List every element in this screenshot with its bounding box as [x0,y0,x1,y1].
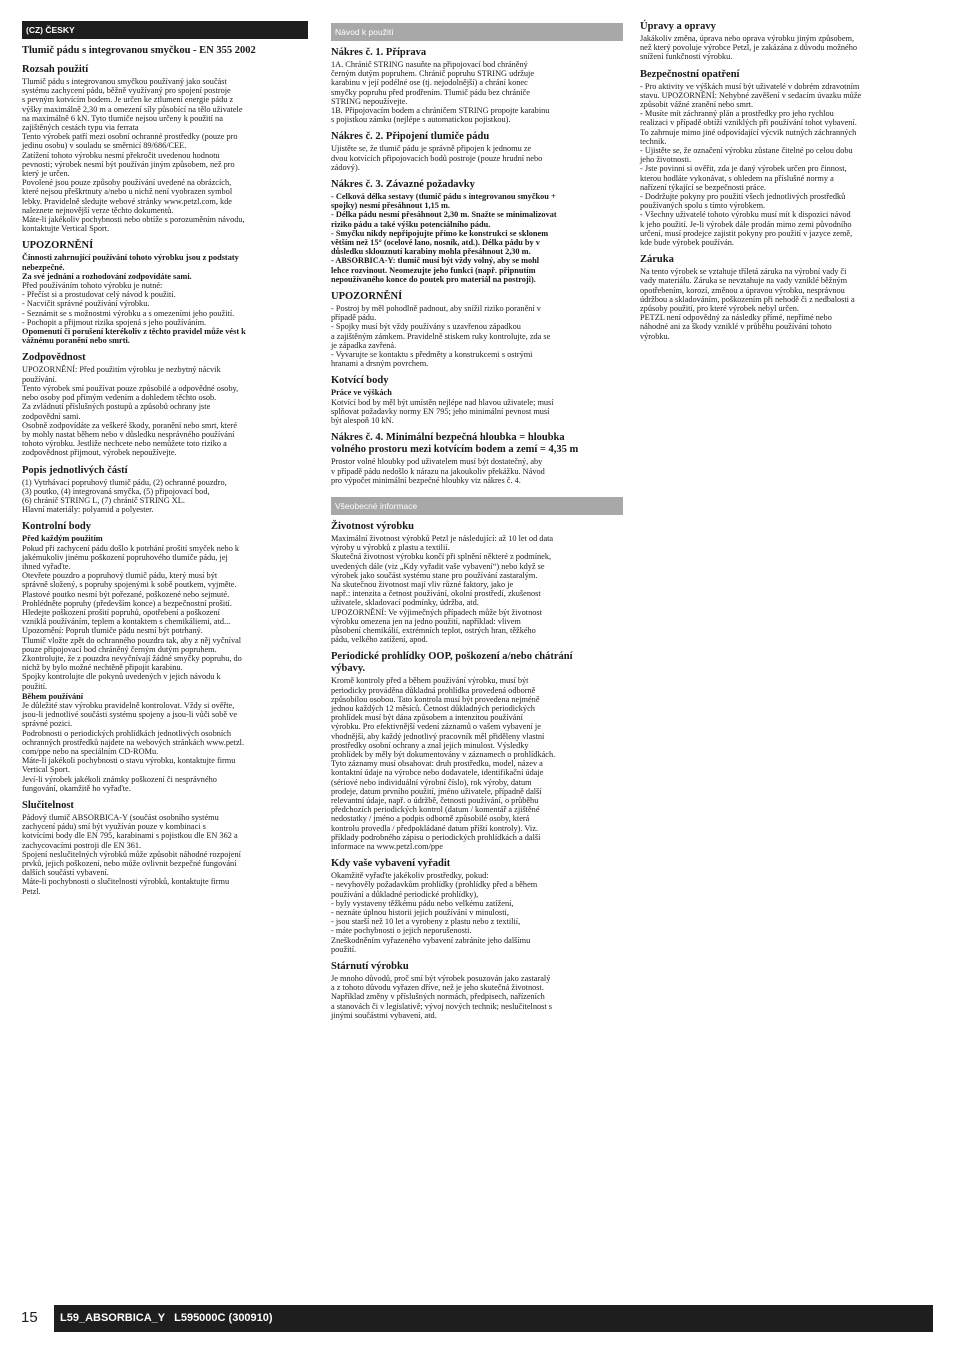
zaruka-heading: Záruka [640,254,674,266]
kontrolni-heading: Kontrolní body [22,521,91,533]
starnuti-heading: Stárnutí výrobku [331,961,409,973]
periodicke-heading: Periodické prohlídky OOP, poškození a/nebo chátrání výbavy. [331,651,573,675]
nakres2-heading: Nákres č. 2. Připojení tlumiče pádu [331,131,490,143]
column-3 [640,21,930,341]
bezpecnostni-text: - Pro aktivity ve výškách musí být uživatelé v dobrém zdravotním stavu. UPOZORNĚNÍ: Nehybné zavěšení v sedacím úvazku může způsobit vážné zranění nebo smrt. - Musíte mít záchranný plán a prostředky pro jeho rychlou realizaci v případě obtíží vzniklých při používání tohot vybavení. To zahrnuje mimo jiné odpovídající výcvik nutných záchranných technik. - Ujistěte se, že označení výrobku zůstane čitelné po celou dobu jeho životnosti. - Jste povinni si ověřit, zda je daný výrobek určen pro činnost, kterou hodláte vykonávat, s ohledem na příslušné normy a nařízení týkající se bezpečnosti práce. - Dodržujte pokyny pro použití všech jednotlivých prostředků používaných spolu s tímto výrobkem. - Všechny uživatelé tohoto výrobku musí mít k dispozici návod k jeho použití. Je-li výrobek dále prodán mimo zemi původního určení, musí prodejce zajistit pokyny pro použití v jazyce země, kde bude výrobek používán. [640,81,862,248]
document-title: Tlumič pádu s integrovanou smyčkou - EN 355 2002 [22,45,256,56]
upozorneni-text: Před používáním tohoto výrobku je nutné: - Přečíst si a prostudovat celý návod k použití. - Nacvičit správné používání výrobku. - Seznámit se s možnostmi výrobku a s omezeními jeho použití. - Pochopit a přijmout rizika spojená s jeho používáním. [22,281,235,327]
upozorneni-bold-2: Opomenutí či porušení kterékoliv z těchto pravidel může vést k vážnému poranění nebo smrti. [22,327,246,346]
bezpecnostni-heading: Bezpečnostní opatření [640,68,740,80]
upravy-heading: Úpravy a opravy [640,21,716,32]
upozorneni2-heading: UPOZORNĚNÍ [331,291,403,303]
nakres4-text: Prostor volné hloubky pod uživatelem musí být dostatečný, aby v případě pádu nedošlo k nárazu na jakoukoliv překážku. Návod pro výpočet minimální bezpečné hloubky viz nákres č. 4. [331,457,545,485]
kdy-text: Okamžitě vyřaďte jakékoliv prostředky, pokud: - nevyhověly požadavkům prohlídky (prohlídky před a během používání a důkladné periodické prohlídky), - byly vystaveny těžkému pádu nebo velkému zatížení, - neznáte úplnou historii jejich používání v minulosti, - jsou starší než 10 let a vyrobeny z plastu nebo z textilií, - máte pochybnosti o jejich neporušenosti. Zneškodněním vyřazeného vybavení zabráníte jeho dalšímu použití. [331,871,538,954]
zivotnost-heading: Životnost výrobku [331,520,414,532]
rozsah-text: Tlumič pádu s integrovanou smyčkou používaný jako součást systému zachycení pádu, běžně využívaný pro spojení postroje s pevným kotvícím bodem. Je určen ke ztlumení energie pádu z výšky maximálně 2,30 m a omezení síly působící na tělo uživatele na maximálně 6 kN. Tyto tlumiče nejsou určeny k použití na zajištěných cestách typu via ferrata Tento výrobek patří mezi osobní ochranné prostředky (pouze pro jedinu osobu) v souladu se směrnicí 89/686/CEE. Zatížení tohoto výrobku nesmí překročit uvedenou hodnotu pevnosti; výrobek nesmí být používán jiným způsobem, než pro který je určen. Povolené jsou pouze způsoby používání uvedené na obrázcích, které nejsou přeškrtnuty a/nebo u nichž není vyobrazen symbol lebky. Pravidelně sledujte webové stránky www.petzl.com, kde naleznete nejnovější verze těchto dokumentů. Máte-li jakékoliv pochybnosti nebo obtíže s porozuměním návodu, kontaktujte Vertical Sport. [22,77,245,234]
kontrolni-sub-2: Během používání [22,691,84,701]
column-2 [331,23,623,1020]
kotvici-sub: Práce ve výškách [331,388,392,398]
upozorneni-heading: UPOZORNĚNÍ [22,240,94,252]
periodicke-text: Kromě kontroly před a během používání výrobku, musí být periodicky prováděna důkladná prohlídka provedená odborně způsobilou osobou. Tato kontrola musí být provedena nejméně jednou každých 12 měsíců. Četnost důkladných periodických prohlídek musí být dána způsobem a intenzitou používání výrobku. Pro efektivnější vedení záznamů o vašem vybavení je vhodnější, aby každý jednotlivý pracovník měl přiděleny vlastní prostředky osobní ochrany a znal jejich minulost. Výsledky prohlídek by měly být dokumentovány v záznamech o prohlídkách. Tyto záznamy musí obsahovat: druh prostředku, model, název a kontaktní údaje na výrobce nebo dodavatele, identifikační údaje (sériové nebo individuální výrobní číslo), rok výroby, datum prodeje, datum prvního použití, jméno uživatele, případně další relevantní údaje, např. o údržbě, četnosti používání, o průběhu předchozích periodických kontrol (datum / komentář a zjištěné nedostatky / jméno a podpis odborně způsobilé osoby, která kontrolu provedla / předpokládané datum příští kontroly). Viz. příklady podrobného zápisu o periodických prohlídkách a další informace na www.petzl.com/ppe [331,676,556,851]
kontrolni-text-1: Pokud při zachycení pádu došlo k potrhání prošití smyček nebo k jakémukoliv jinému poškození popruhového tlumiče pádu, jej ihned vyřaďte. Otevřete pouzdro a popruhový tlumič pádu, který musí být správně složený, s popruhy spojenými k sobě poutkem, vyjměte. Plastové poutko nesmí být pořezané, poškozené nebo sejmuté. Prohlédněte popruhy (především konce) a bezpečnostní prošití. Hledejte poškození prošití popruhů, opotřebení a poškození vzniklá používáním, teplem a kontaktem s chemikáliemi, atd... Upozornění: Popruh tlumiče pádu nesmí být potrhaný. Tlumič vložte zpět do ochranného pouzdra tak, aby z něj vyčníval pouze připojovací bod chráněný černým dutým popruhem. Zkontrolujte, že z pouzdra nevyčnívají žádné smyčky popruhu, do nichž by bylo možné nechtěně připojit karabinu. Spojky kontrolujte dle pokynů uvedených v jejich návodu k použití. [22,543,242,691]
slucitelnost-heading: Slučitelnost [22,800,74,812]
kotvici-text: Kotvící bod by měl být umístěn nejlépe nad hlavou uživatele; musí splňovat požadavky normy EN 795; jeho minimální pevnost musí být alespoň 10 kN. [331,397,554,426]
section-bar-navod: Návod k použití [331,23,623,41]
page-number: 15 [21,1309,38,1326]
column-1 [22,21,308,896]
nakres4-heading: Nákres č. 4. Minimální bezpečná hloubka = hloubka volného prostoru mezi kotvícím bodem a zemí = 4,35 m [331,432,579,456]
upozorneni-bold-1: Činnosti zahrnující používání tohoto výrobku jsou z podstaty nebezpečné. Za své jednání a rozhodování zodpovídáte sami. [22,253,239,281]
upozorneni2-text: - Postroj by měl pohodlně padnout, aby snížil riziko poranění v případě pádu. - Spojky musí být vždy používány s uzavřenou západkou a zajištěným zámkem. Pravidelně stiskem ruky kontrolujte, zda se je západka zavřená. - Vyvarujte se kontaktu s předměty a konstrukcemi s ostrými hranami a drsným povrchem. [331,304,551,369]
zodpovednost-heading: Zodpovědnost [22,352,86,364]
page-footer [21,1305,933,1332]
nakres2-text: Ujistěte se, že tlumič pádu je správně připojen k jednomu ze dvou kotvících připojovacích bodů postroje (pouze hrudní nebo zádový). [331,144,543,172]
zaruka-text: Na tento výrobek se vztahuje tříletá záruka na výrobní vady či vady materiálu. Záruka se nevztahuje na vady vzniklé běžným opotřebením, korozí, změnou a úpravou výrobku, nesprávnou údržbou a skladováním, poškozením při nehodě či z nedbalosti a způsoby použití, pro které výrobek nebyl určen. PETZL není odpovědný za následky přímé, nepřímé nebo náhodné ani za škody vzniklé v průběhu používání tohoto výrobku. [640,267,855,341]
language-bar: (CZ) ČESKY [22,21,308,39]
kontrolni-text-2: Je důležité stav výrobku pravidelně kontrolovat. Vždy si ověřte, jsou-li jednotlivé součásti systému spojeny a jsou-li vůči sobě ve správné pozici. Podrobnosti o periodických prohlídkách jednotlivých osobních ochranných prostředků najdete na webových stránkách www.petzl. com/ppe nebo na speciálním CD-ROMu. Máte-li jakékoli pochybnosti o stavu výrobku, kontaktujte firmu Vertical Sport. Jeví-li výrobek jakékoli známky poškození či nesprávného fungování, okamžitě ho vyřaďte. [22,700,245,793]
nakres3-text: - Celková délka sestavy (tlumič pádu s integrovanou smyčkou + spojky) nesmí přesáhnout 1,15 m. - Délka pádu nesmí přesáhnout 2,30 m. Snažte se minimalizovat riziko pádu a také výšku potenciálního pádu. - Smyčku nikdy nepřipojujte přímo ke konstrukci se sklonem větším než 15° (ocelové lano, nosník, atd.). Délka pádu by v důsledku sklouznutí karabiny mohla přesáhnout 2,30 m. - ABSORBICA-Y: tlumič musí být vždy volný, aby se mohl lehce rozvinout. Neomezujte jeho funkci (např. připnutím nepoužívaného konce do poutek pro materiál na postroji). [331,192,557,284]
popis-text: (1) Vytrhávací popruhový tlumič pádu, (2) ochranné pouzdro, (3) poutko, (4) integrovaná smyčka, (5) připojovací bod, (6) chránič STRING L, (7) chránič STRING XL. Hlavní materiály: polyamid a polyester. [22,477,227,515]
zodpovednost-text: UPOZORNĚNÍ: Před použitím výrobku je nezbytný nácvik používání. Tento výrobek smí používat pouze způsobilé a odpovědné osoby, nebo osoby pod přímým vedením a dohledem těchto osob. Za zvládnutí příslušných postupů a způsobů ochrany jste zodpovědní sami. Osobně zodpovídáte za veškeré škody, poranění nebo smrt, které by mohly nastat během nebo v důsledku nesprávného používání tohoto výrobku. Jestliže nechcete nebo nemůžete toto riziko a zodpovědnost přijmout, výrobek nepoužívejte. [22,365,239,458]
nakres3-heading: Nákres č. 3. Závazné požadavky [331,179,475,191]
kontrolni-sub-1: Před každým použitím [22,534,103,544]
section-bar-vseobecne: Všeobecné informace [331,497,623,515]
slucitelnost-text: Pádový tlumič ABSORBICA-Y (součást osobního systému zachycení pádu) smí být využíván pouze v kombinaci s kotvícími body dle EN 795, karabinami s pojistkou dle EN 362 a zachycovacími postroji dle EN 361. Spojení neslučitelných výrobků může způsobit náhodné rozpojení prvků, jejich poškození, nebo může ovlivnit bezpečné fungování dalších součástí vybavení. Máte-li pochybnosti o slučitelnosti výrobků, kontaktujte firmu Petzl. [22,813,241,896]
nakres1-text: 1A. Chránič STRING nasuňte na připojovací bod chráněný černým dutým popruhem. Chránič popruhu STRING udržuje karabinu v její podélné ose (tj. nejodolnější) a chrání konec smyčky popruhu před prodřením. Tlumič pádu bez chrániče STRING nepoužívejte. 1B. Připojovacím bodem a chráničem STRING propojte karabinu s pojistkou zámku (nejlépe s automatickou pojistkou). [331,60,550,125]
kotvici-heading: Kotvící body [331,375,389,387]
popis-heading: Popis jednotlivých částí [22,464,128,476]
rozsah-heading: Rozsah použití [22,64,89,75]
starnuti-text: Je mnoho důvodů, proč smí být výrobek posuzován jako zastaralý a z tohoto důvodu vyřazen dříve, než je jeho skutečná životnost. Například změny v příslušných normách, předpisech, nařízeních a stanovách či v legislativě; vývoj nových technik; neslučitelnost s jinými součástmi vybavení, atd. [331,974,552,1020]
document-code: L59_ABSORBICA_Y L595000C (300910) [54,1305,933,1332]
kdy-heading: Kdy vaše vybavení vyřadit [331,858,451,870]
upravy-text: Jakákoliv změna, úprava nebo oprava výrobku jiným způsobem, než který povoluje výrobce Petzl, je zakázána z důvodu možného snížení funkčnosti výrobku. [640,34,858,62]
nakres1-heading: Nákres č. 1. Příprava [331,47,427,58]
zivotnost-text: Maximální životnost výrobků Petzl je následující: až 10 let od data výroby u výrobků z plastu a textilií. Skutečná životnost výrobku končí při splnění některé z podmínek, uvedených dále (viz „Kdy vyřadit vaše vybavení“) nebo když se výrobek jako součást systému stane pro používání zastaralým. Na skutečnou životnost mají vliv různé faktory, jako je např.: intenzita a četnost používání, okolní prostředí, zkušenost uživatele, skladovací podmínky, údržba, atd. UPOZORNĚNÍ: Ve výjimečných případech může být životnost výrobku omezena jen na jedno použití, například: vlivem působení chemikálií, extrémních teplot, ostrých hran, těžkého pádu, velkého zatížení, apod. [331,533,554,645]
